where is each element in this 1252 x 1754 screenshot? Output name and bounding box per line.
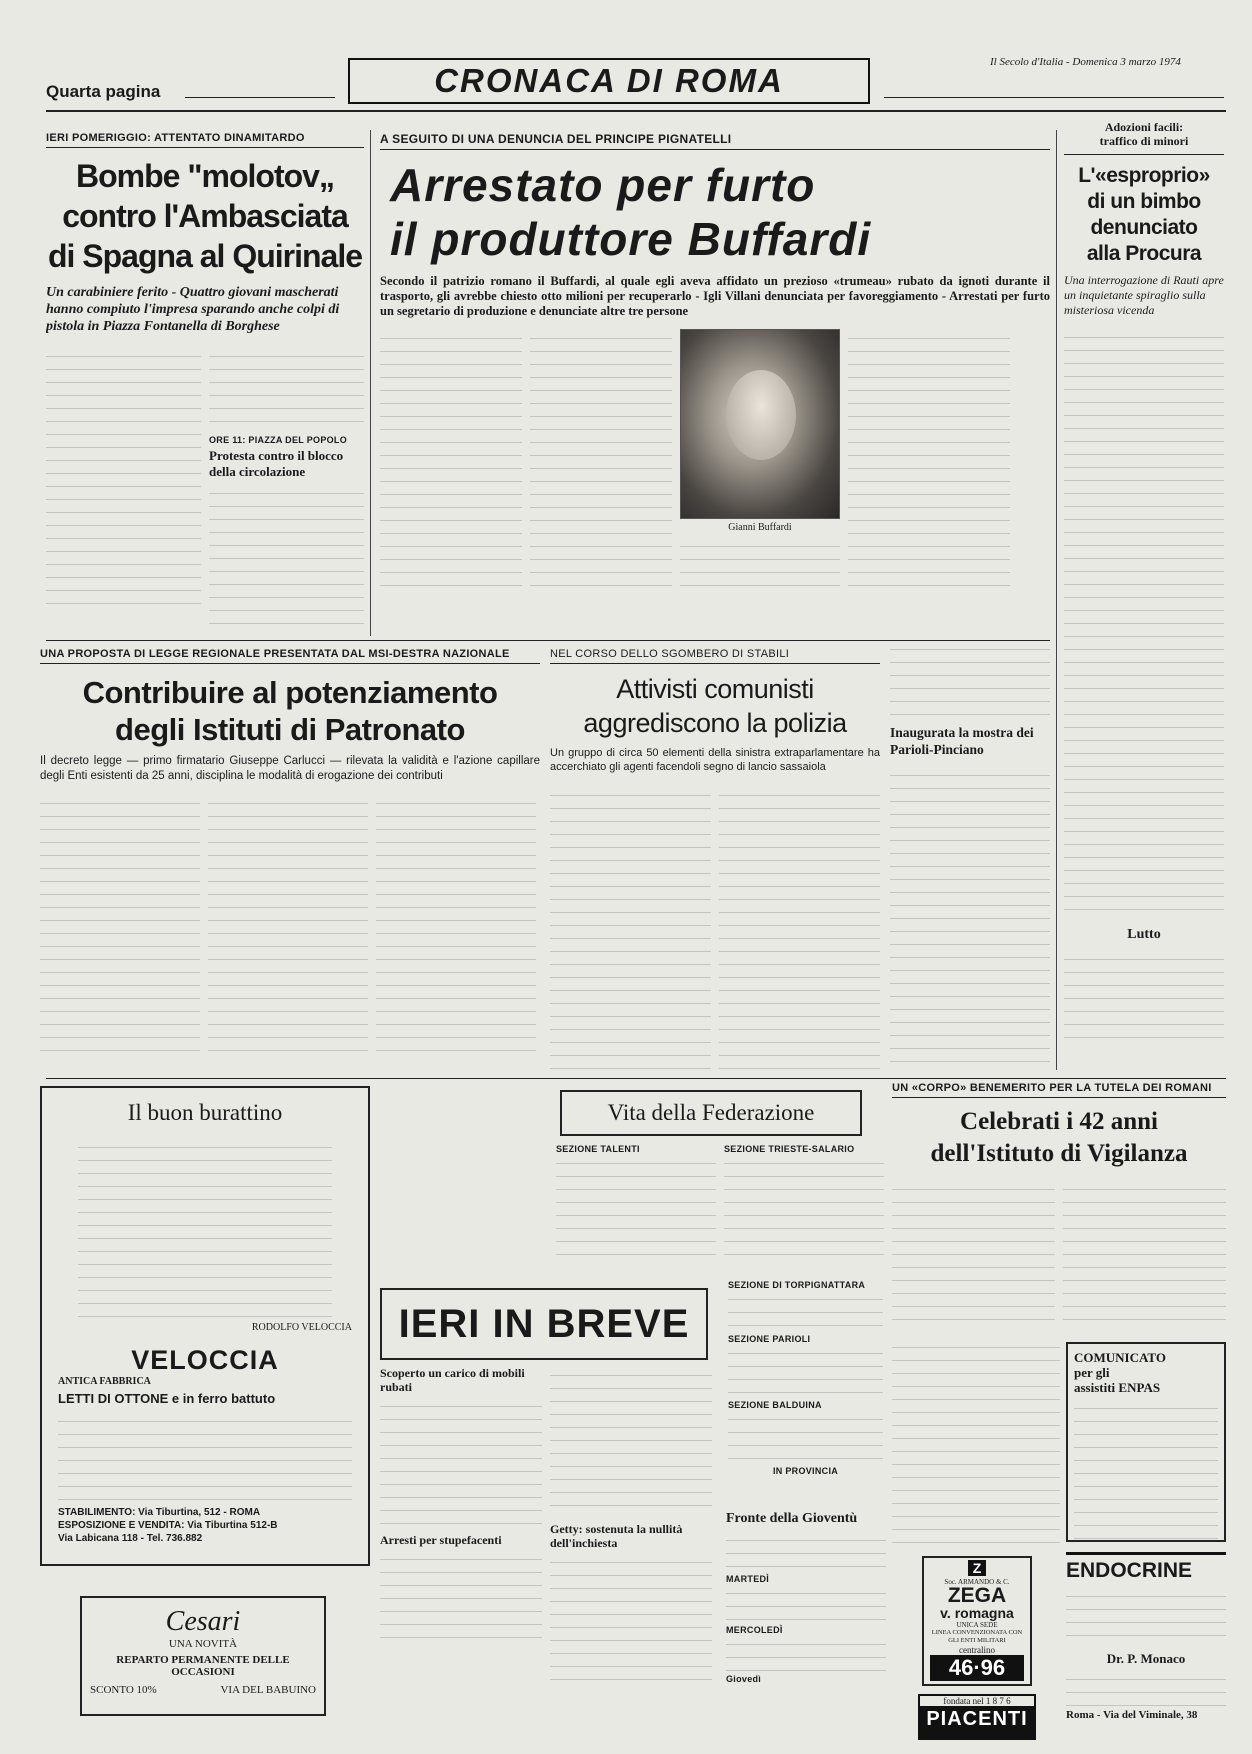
article-body — [40, 794, 200, 1054]
cesari-ad — [80, 1596, 326, 1716]
ad-top: fondata nel 1 8 7 6 — [920, 1696, 1034, 1706]
box-title: IERI IN BREVE — [398, 1301, 690, 1346]
article-body — [376, 794, 536, 1054]
article-body — [380, 329, 522, 594]
headline-line: Arrestato per furto — [390, 159, 816, 211]
ad-title: Il buon burattino — [127, 1100, 283, 1125]
article-headline — [550, 672, 880, 740]
article-body — [848, 329, 1010, 594]
section-label: IN PROVINCIA — [772, 1466, 839, 1476]
article-summary: Un gruppo di circa 50 elementi della sinistra extraparlamentare ha accerchiato gli agenti facendoli segno di lancio sassaiola — [550, 747, 880, 773]
article-body — [208, 794, 368, 1054]
article-headline: Inaugurata la mostra dei Parioli-Pinciano — [890, 725, 1034, 757]
ad-brand: VELOCCIA — [131, 1345, 279, 1375]
zega-ad — [922, 1556, 1032, 1686]
ad-title: ENDOCRINE — [1066, 1552, 1226, 1583]
article-body — [726, 1584, 886, 1622]
patronato-article — [40, 648, 540, 1068]
article-headline — [40, 674, 540, 748]
headline-line: dell'Istituto di Vigilanza — [930, 1140, 1188, 1167]
article-body — [890, 640, 1050, 716]
article-kicker: IERI POMERIGGIO: ATTENTATO DINAMITARDO — [46, 132, 364, 148]
article-headline — [1064, 163, 1224, 267]
kicker-line: traffico di minori — [1099, 134, 1189, 148]
article-body — [890, 766, 1050, 1066]
article-kicker: NEL CORSO DELLO SGOMBERO DI STABILI — [550, 648, 880, 664]
article-headline: Protesta contro il blocco della circolazione — [209, 448, 344, 479]
ad-brand: Cesari — [165, 1606, 241, 1637]
section-label: SEZIONE TALENTI — [556, 1144, 640, 1154]
article-kicker: A SEGUITO DI UNA DENUNCIA DEL PRINCIPE PIGNATELLI — [380, 132, 1050, 150]
article-body — [556, 1154, 716, 1264]
article-body — [209, 484, 364, 624]
article-body — [724, 1154, 884, 1264]
article-body — [1074, 1399, 1218, 1539]
ad-signature: RODOLFO VELOCCIA — [251, 1322, 352, 1333]
title-line: assistiti ENPAS — [1074, 1380, 1161, 1395]
ad-brand: ZEGA — [947, 1584, 1007, 1607]
column-divider — [1056, 130, 1057, 1070]
section-title-box — [348, 58, 870, 104]
page-label: Quarta pagina — [46, 82, 161, 101]
day-label: Giovedì — [726, 1674, 762, 1684]
buffardi-article — [380, 132, 1050, 632]
ad-logo-letter: Z — [968, 1560, 986, 1576]
article-body — [892, 1180, 1055, 1330]
headline-line: di Spagna al Quirinale — [47, 238, 363, 274]
article-body — [550, 1366, 712, 1516]
headline-line: Attivisti comunisti — [616, 674, 814, 704]
ad-brand: PIACENTI — [926, 1708, 1028, 1730]
article-summary: Un carabiniere ferito - Quattro giovani mascherati hanno compiuto l'impresa sparando anche colpi di pistola in Piazza Fontanella di Borghese — [46, 285, 340, 334]
column-divider — [370, 130, 371, 636]
article-body — [380, 1397, 542, 1527]
breve-item-title: Scoperto un carico di mobili rubati — [380, 1366, 525, 1394]
federazione-body — [556, 1144, 886, 1274]
vigilanza-article — [892, 1082, 1226, 1332]
ad-address: ESPOSIZIONE E VENDITA: Via Tiburtina 512-B — [58, 1520, 278, 1531]
ad-line: UNA NOVITÀ — [168, 1638, 238, 1650]
article-body — [46, 347, 201, 607]
box-title — [1074, 1350, 1218, 1395]
ad-phone: 46·96 — [930, 1655, 1024, 1681]
article-summary: Il decreto legge — primo firmatario Giuseppe Carlucci — rilevata la validità e l'azione capillare degli Enti esistenti da 25 anni, disciplina le modalità di erogazione dei contributi — [40, 755, 540, 782]
headline-line: aggrediscono la polizia — [583, 708, 847, 738]
article-summary: Una interrogazione di Rauti apre un inquietante spiraglio sulla misteriosa vicenda — [1064, 273, 1224, 317]
federazione-box — [560, 1090, 862, 1136]
article-body — [719, 786, 880, 1076]
article-kicker: ORE 11: PIAZZA DEL POPOLO — [209, 435, 348, 445]
ad-poem — [78, 1138, 332, 1318]
ad-small: Soc. ARMANDO & C. — [944, 1578, 1010, 1586]
article-body — [530, 329, 672, 594]
section-label: SEZIONE PARIOLI — [728, 1334, 811, 1344]
breve-items — [380, 1366, 720, 1711]
article-body — [1064, 950, 1224, 1040]
title-line: COMUNICATO — [1074, 1350, 1166, 1365]
ad-tag: UNICA SEDE — [956, 1621, 998, 1629]
article-headline: Fronte della Gioventù — [726, 1511, 858, 1526]
article-headline: Lutto — [1127, 927, 1161, 942]
article-body — [550, 1553, 712, 1683]
ad-body — [58, 1412, 352, 1502]
masthead-rule-right — [884, 97, 1224, 98]
piacenti-ad — [918, 1694, 1036, 1740]
ad-address: Via Labicana 118 - Tel. 736.882 — [58, 1533, 203, 1544]
masthead-rule-left — [185, 97, 335, 98]
veloccia-ad — [40, 1086, 370, 1566]
article-headline — [380, 158, 1050, 266]
headline-line: Celebrati i 42 anni — [960, 1108, 1158, 1135]
breve-item-title: Getty: sostenuta la nullità dell'inchiesta — [550, 1522, 683, 1550]
headline-line: degli Istituti di Patronato — [115, 712, 465, 747]
esproprio-article — [1064, 120, 1224, 1070]
ad-street: v. romagna — [940, 1605, 1014, 1621]
vigilanza-continued — [892, 1338, 1060, 1553]
ad-address: Roma - Via del Viminale, 38 — [1066, 1709, 1198, 1721]
ad-tagline: ANTICA FABBRICA — [58, 1376, 151, 1387]
ad-body — [1066, 1670, 1226, 1706]
paper-date: Il Secolo d'Italia - Domenica 3 marzo 1974 — [990, 56, 1181, 68]
section-label: SEZIONE BALDUINA — [728, 1400, 822, 1410]
kicker-line: Adozioni facili: — [1104, 120, 1184, 134]
mostra-article — [890, 640, 1050, 1070]
section-label: SEZIONE DI TORPIGNATTARA — [728, 1280, 866, 1290]
article-body — [1064, 328, 1224, 918]
section-rule — [46, 1078, 1226, 1079]
attivisti-article — [550, 648, 880, 1078]
article-body — [726, 1531, 886, 1571]
article-headline — [892, 1106, 1226, 1170]
ad-line: SCONTO 10% — [90, 1684, 157, 1696]
headline-line: di un bimbo — [1087, 190, 1201, 213]
article-kicker: UNA PROPOSTA DI LEGGE REGIONALE PRESENTATA DAL MSI-DESTRA NAZIONALE — [40, 648, 540, 664]
article-body — [726, 1635, 886, 1671]
article-headline — [46, 156, 364, 276]
article-kicker: UN «CORPO» BENEMERITO PER LA TUTELA DEI ROMANI — [892, 1082, 1226, 1098]
headline-line: denunciato — [1090, 216, 1198, 239]
article-body — [380, 1550, 542, 1650]
buffardi-photo — [680, 329, 840, 519]
photo-caption: Gianni Buffardi — [728, 522, 792, 533]
article-body — [728, 1344, 883, 1396]
photo-face — [726, 370, 796, 460]
ad-doctor: Dr. P. Monaco — [1106, 1651, 1186, 1666]
day-label: MERCOLEDÌ — [726, 1625, 783, 1635]
ad-product: LETTI DI OTTONE e in ferro battuto — [58, 1391, 276, 1406]
article-body — [680, 537, 840, 597]
section-title: CRONACA DI ROMA — [434, 62, 784, 99]
ad-address: STABILIMENTO: Via Tiburtina, 512 - ROMA — [58, 1507, 261, 1518]
article-lead: Secondo il patrizio romano il Buffardi, al quale egli aveva affidato un prezioso «trumeau» rubato da ignoti durante il trasporto, gli avrebbe chiesto otto milioni per recuperarlo - Igli Villani denunciata per favoreggiamento - Arrestati per furto un segretario di produzione e denunciate altre tre persone — [380, 274, 1050, 318]
headline-line: contro l'Ambasciata — [62, 198, 348, 234]
breve-box — [380, 1288, 708, 1360]
article-body — [550, 786, 711, 1076]
federazione-sections — [728, 1280, 883, 1510]
headline-line: Bombe "molotov„ — [76, 158, 334, 194]
ad-body — [1066, 1587, 1226, 1647]
gioventu-article — [726, 1510, 886, 1710]
endocrine-ad — [1066, 1552, 1226, 1742]
masthead-rule — [46, 110, 1226, 112]
article-body — [892, 1338, 1060, 1548]
headline-line: il produttore Buffardi — [390, 213, 872, 265]
article-body — [209, 347, 364, 429]
ad-note: LINEA CONVENZIONATA CON GLI ENTI MILITARI — [931, 1629, 1023, 1644]
article-body — [1063, 1180, 1226, 1330]
title-line: per gli — [1074, 1365, 1110, 1380]
ad-phone-label: centralino — [959, 1645, 995, 1655]
enpas-box — [1066, 1342, 1226, 1542]
breve-item-title: Arresti per stupefacenti — [380, 1533, 502, 1547]
headline-line: Contribuire al potenziamento — [82, 675, 498, 710]
molotov-article — [46, 132, 364, 632]
ad-line: VIA DEL BABUINO — [220, 1684, 316, 1696]
headline-line: alla Procura — [1086, 242, 1202, 265]
article-body — [728, 1410, 883, 1462]
day-label: MARTEDÌ — [726, 1574, 770, 1584]
box-title: Vita della Federazione — [607, 1100, 815, 1125]
article-body — [728, 1290, 883, 1330]
headline-line: L'«esproprio» — [1078, 164, 1210, 187]
section-label: SEZIONE TRIESTE-SALARIO — [724, 1144, 855, 1154]
ad-line: REPARTO PERMANENTE DELLE OCCASIONI — [116, 1654, 290, 1678]
